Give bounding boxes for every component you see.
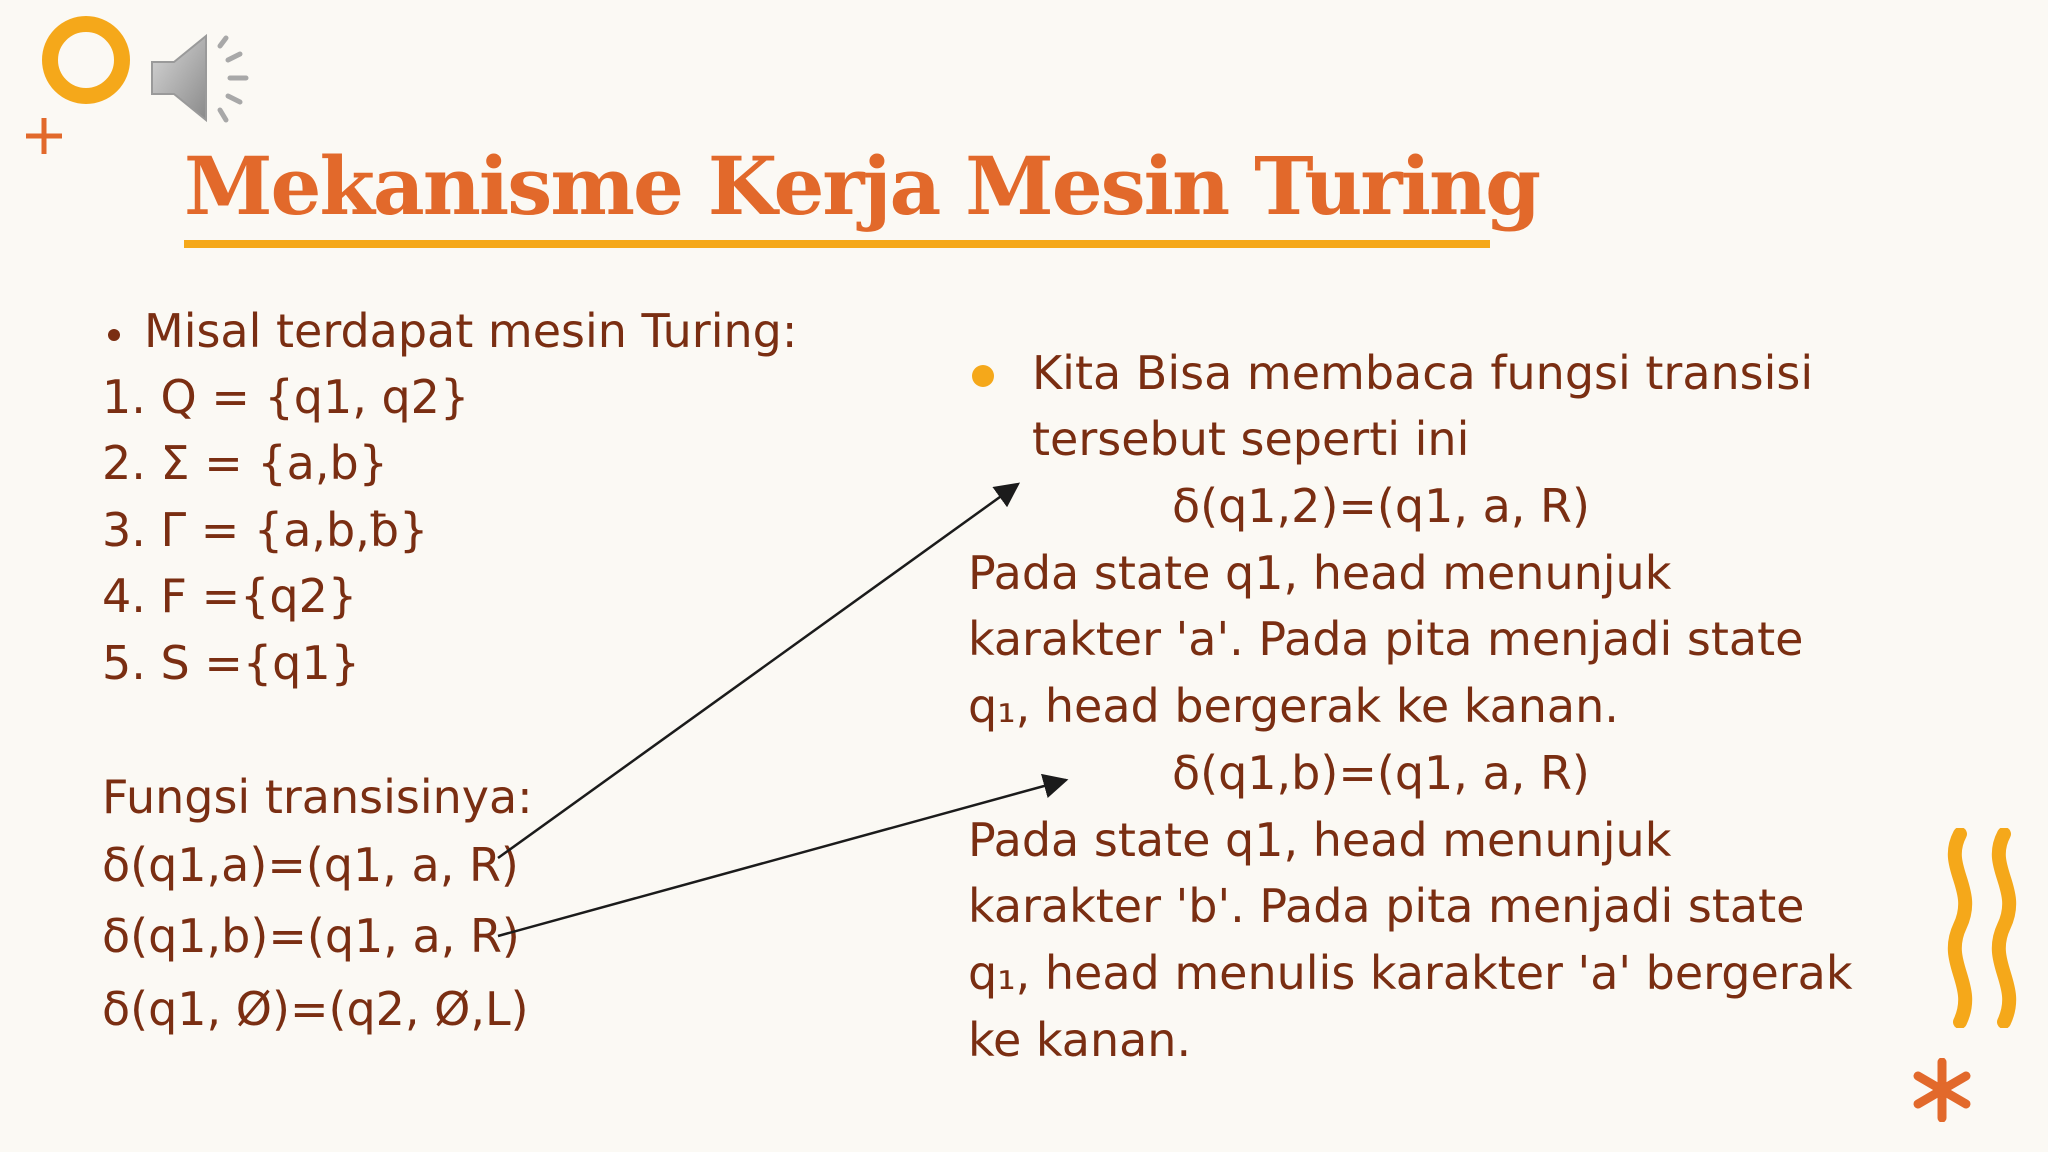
explain-line: karakter 'b'. Pada pita menjadi state <box>968 879 1805 933</box>
explain-line: q₁, head bergerak ke kanan. <box>968 679 1619 733</box>
list-item: 1. Q = {q1, q2} <box>102 370 470 424</box>
explain-line: Pada state q1, head menunjuk <box>968 813 1672 867</box>
transition-line: δ(q1,a)=(q1, a, R) <box>102 838 519 892</box>
explain-line: Pada state q1, head menunjuk <box>968 546 1672 600</box>
intro-text: Misal terdapat mesin Turing: <box>144 304 798 358</box>
right-bullet-line2: tersebut seperti ini <box>1032 412 1470 466</box>
list-item: 3. Γ = {a,b,ƀ} <box>102 503 429 557</box>
formula-1: δ(q1,2)=(q1, a, R) <box>1172 479 1590 533</box>
page-title: Mekanisme Kerja Mesin Turing <box>184 139 1540 233</box>
transition-line: δ(q1,b)=(q1, a, R) <box>102 909 520 963</box>
explain-line: ke kanan. <box>968 1013 1192 1067</box>
transition-line: δ(q1, Ø)=(q2, Ø,L) <box>102 982 529 1036</box>
right-bullet-dot <box>972 365 994 387</box>
list-item: 5. S ={q1} <box>102 636 360 690</box>
explain-line: karakter 'a'. Pada pita menjadi state <box>968 612 1804 666</box>
asterisk-icon <box>1910 1058 1974 1122</box>
arrow-to-formula1 <box>498 484 1018 858</box>
list-item: 2. Σ = {a,b} <box>102 436 388 490</box>
transitions-heading: Fungsi transisinya: <box>102 770 533 824</box>
explain-line: q₁, head menulis karakter 'a' bergerak <box>968 946 1853 1000</box>
list-item: 4. F ={q2} <box>102 569 358 623</box>
right-bullet-line1: Kita Bisa membaca fungsi transisi <box>1032 346 1814 400</box>
wave-icon <box>1942 828 2032 1028</box>
formula-2: δ(q1,b)=(q1, a, R) <box>1172 746 1590 800</box>
